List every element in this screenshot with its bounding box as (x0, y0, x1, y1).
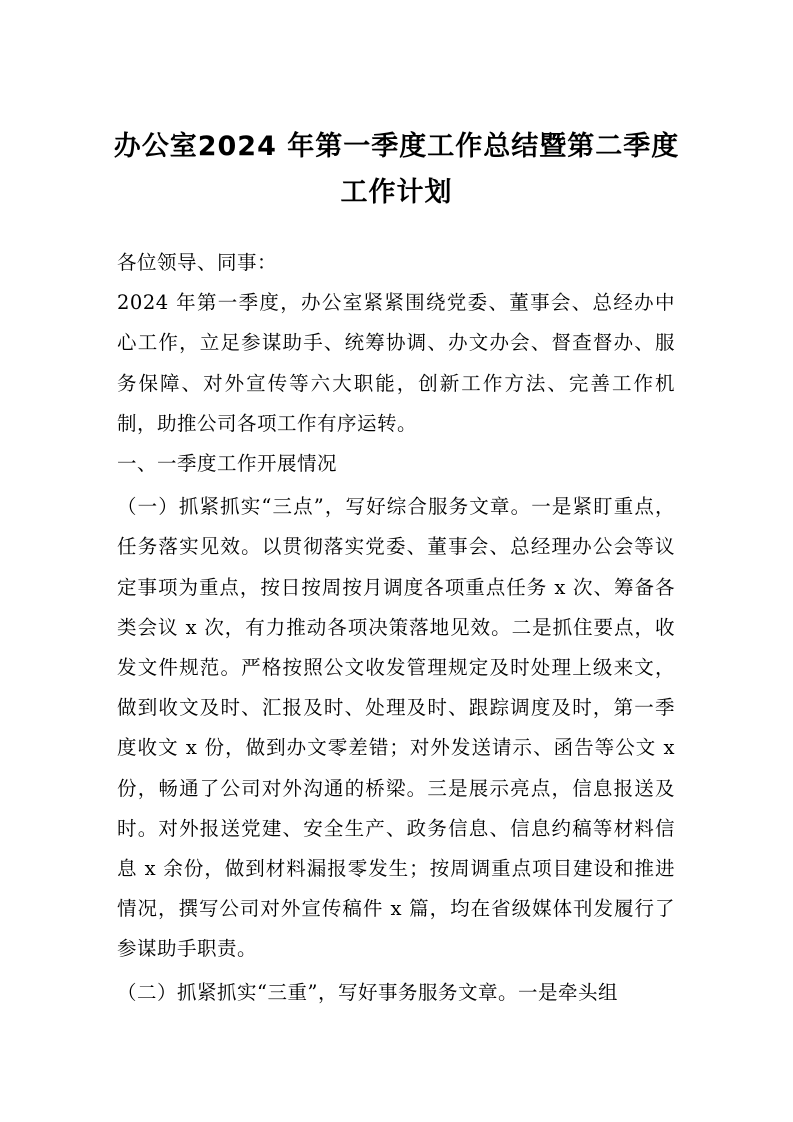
document-title: 办公室2024 年第一季度工作总结暨第二季度工作计划 (113, 131, 680, 208)
intro-paragraph: 2024 年第一季度，办公室紧紧围绕党委、董事会、总经办中心工作，立足参谋助手、统筹协调、办文办会、督查督办、服务保障、对外宣传等六大职能，创新工作方法、完善工作机制，助推公司各项工作有序运转。 (117, 291, 675, 435)
paragraph-2: （二）抓紧抓实“三重”，写好事务服务文章。一是牵头组 (117, 980, 618, 1004)
paragraph-1: （一）抓紧抓实“三点”，写好综合服务文章。一是紧盯重点，任务落实见效。以贯彻落实党委、董事会、总经理办公会等议定事项为重点，按日按周按月调度各项重点任务 x 次、筹备各类会议 x 次，有力推动各项决策落地见效。二是抓住要点，收发文件规范。严格按照公文收发管理规定及时处理上级来文，做到收文及时、汇报及时、处理及时、跟踪调度及时，第一季度收文 x 份，做到办文零差错；对外发送请示、函告等公文 x 份，畅通了公司对外沟通的桥梁。三是展示亮点，信息报送及时。对外报送党建、安全生产、政务信息、信息约稿等材料信息 x 余份，做到材料漏报零发生；按周调重点项目建设和推进情况，撰写公司对外宣传稿件 x 篇，均在省级媒体刊发履行了参谋助手职责。 (117, 495, 675, 961)
section-heading: 一、一季度工作开展情况 (117, 452, 338, 476)
document-body (117, 243, 675, 1013)
salutation: 各位领导、同事： (117, 251, 278, 274)
